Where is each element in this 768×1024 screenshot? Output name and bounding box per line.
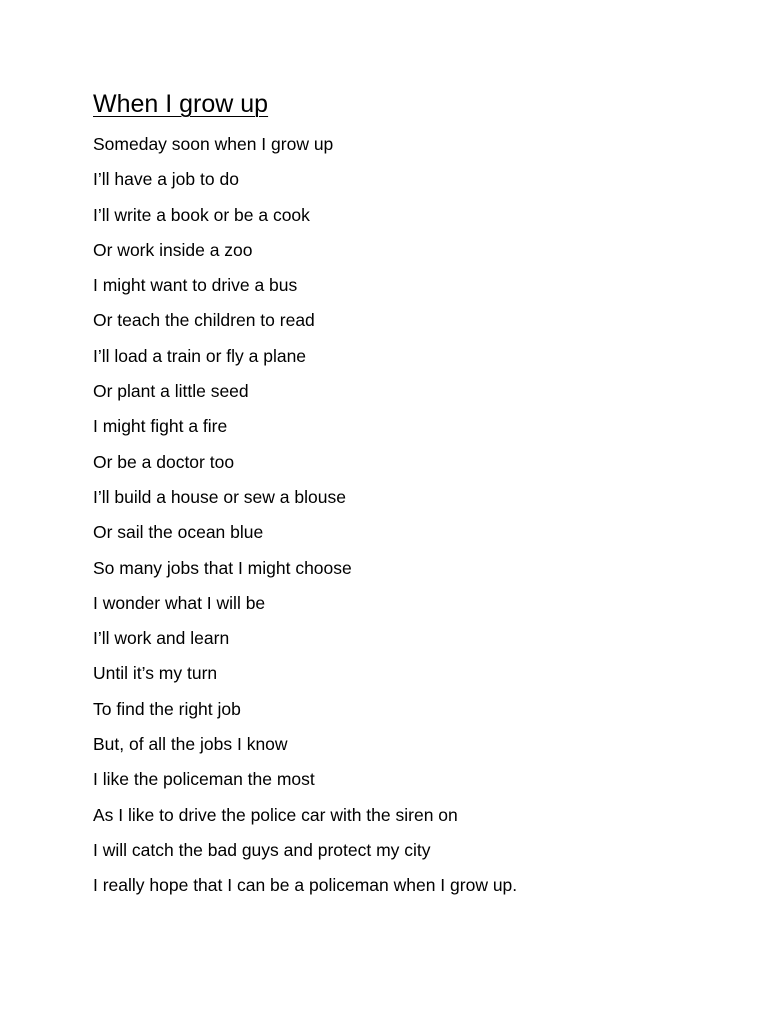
poem-line: As I like to drive the police car with the siren on	[93, 804, 458, 825]
poem-line: I like the policeman the most	[93, 769, 315, 790]
poem-line: I’ll work and learn	[93, 628, 230, 649]
poem-body	[93, 131, 517, 908]
poem-line: I’ll build a house or sew a blouse	[93, 486, 346, 507]
poem-line: Or be a doctor too	[93, 451, 235, 472]
poem-line: Someday soon when I grow up	[93, 134, 334, 154]
poem-line: I might fight a fire	[93, 416, 228, 437]
poem-line: I’ll load a train or fly a plane	[93, 345, 307, 366]
poem-line: I really hope that I can be a policeman when I grow up.	[93, 875, 518, 896]
document-title: When I grow up	[93, 90, 269, 118]
poem-line: I might want to drive a bus	[93, 275, 298, 296]
poem-line: I’ll write a book or be a cook	[93, 204, 310, 225]
poem-line: I wonder what I will be	[93, 592, 266, 613]
poem-line: Or work inside a zoo	[93, 239, 253, 260]
poem-line: Or plant a little seed	[93, 381, 249, 402]
poem-line: To find the right job	[93, 698, 241, 719]
poem-line: Or sail the ocean blue	[93, 522, 264, 543]
poem-line: I’ll have a job to do	[93, 169, 239, 190]
poem-line: But, of all the jobs I know	[93, 734, 288, 755]
poem-line: I will catch the bad guys and protect my city	[93, 839, 431, 860]
poem-line: So many jobs that I might choose	[93, 557, 352, 578]
poem-line: Until it’s my turn	[93, 663, 218, 684]
poem-line: Or teach the children to read	[93, 310, 315, 331]
